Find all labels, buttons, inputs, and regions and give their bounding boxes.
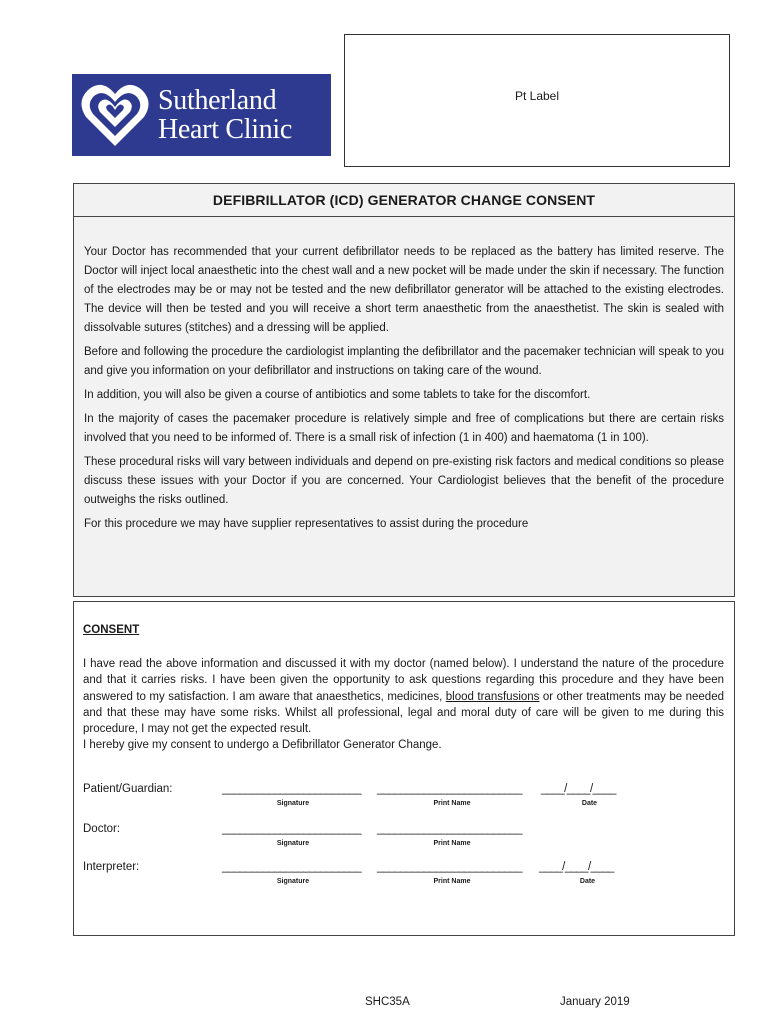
doctor-label: Doctor: — [83, 823, 121, 835]
doctor-signature-field[interactable]: ________________________ — [222, 823, 362, 835]
date-caption: Date — [581, 800, 598, 807]
interpreter-date-field[interactable]: ____/____/____ — [539, 861, 614, 873]
consent-text-underlined: blood transfusions — [445, 690, 540, 703]
clinic-name — [158, 86, 292, 144]
information-section — [73, 183, 735, 597]
signature-caption: Signature — [276, 878, 310, 885]
info-paragraph: In the majority of cases the pacemaker procedure is relatively simple and free of complications but there are certain risks involved that you need to be informed of. There is a small risk of infection (1 in 400) and haematoma (1 in 100). — [84, 413, 724, 444]
consent-text-part2: or other treatments may be needed and that these may have some risks. Whilst all professional, legal and moral duty of care will be given to me during this procedure, I may not get the expected result. — [83, 690, 724, 736]
info-paragraph: For this procedure we may have supplier representatives to assist during the procedure — [84, 518, 529, 530]
patient-signature-field[interactable]: ________________________ — [222, 783, 362, 795]
patient-date-field[interactable]: ____/____/____ — [541, 783, 616, 795]
consent-text-part1: I have read the above information and discussed it with my doctor (named below). I understand the nature of the procedure and that it carries risks. I have been given the opportunity to ask questions regarding this procedure and they have been answered to my satisfaction. I am aware that anaesthetics, medicines, — [83, 658, 724, 703]
clinic-name-line1: Sutherland — [158, 85, 277, 116]
date-caption: Date — [579, 878, 596, 885]
interpreter-name-field[interactable]: _________________________ — [377, 861, 522, 873]
form-date: January 2019 — [560, 996, 630, 1008]
heart-logo-icon — [78, 80, 152, 150]
clinic-name-line2: Heart Clinic — [158, 114, 293, 145]
interpreter-signature-row — [83, 861, 733, 891]
info-paragraph: These procedural risks will vary between individuals and depend on pre-existing risk factors and medical conditions so please discuss these issues with your Doctor if you are concerned. Your Cardiologist believes that the benefit of the procedure outweighs the risks outlined. — [84, 456, 724, 506]
doctor-signature-row — [83, 823, 733, 853]
doctor-name-field[interactable]: _________________________ — [377, 823, 522, 835]
form-code: SHC35A — [365, 996, 410, 1008]
patient-label-box — [344, 34, 730, 167]
patient-name-field[interactable]: _________________________ — [377, 783, 522, 795]
patient-label: Patient/Guardian: — [83, 783, 173, 795]
info-paragraph: Before and following the procedure the cardiologist implanting the defibrillator and the pacemaker technician will speak to you and give you information on your defibrillator and instructions on taking care of the wound. — [84, 346, 724, 377]
interpreter-label: Interpreter: — [83, 861, 140, 873]
consent-text-last: I hereby give my consent to undergo a Defibrillator Generator Change. — [83, 739, 442, 752]
information-body — [74, 217, 734, 534]
patient-signature-row — [83, 783, 733, 813]
clinic-logo — [72, 74, 331, 156]
interpreter-signature-field[interactable]: ________________________ — [222, 861, 362, 873]
signature-caption: Signature — [276, 800, 310, 807]
info-paragraph: Your Doctor has recommended that your current defibrillator needs to be replaced as the battery has limited reserve. The Doctor will inject local anaesthetic into the chest wall and a new pocket will be made under the skin if necessary. The function of the electrodes may be or may not be tested and the new defibrillator generator will be attached to the existing electrodes. The device will then be tested and you will receive a short term anaesthetic from the anaesthetist. The skin is sealed with dissolvable sutures (stitches) and a dressing will be applied. — [84, 246, 724, 334]
print-name-caption: Print Name — [433, 800, 471, 807]
print-name-caption: Print Name — [433, 878, 471, 885]
form-title: DEFIBRILLATOR (ICD) GENERATOR CHANGE CONSENT — [74, 184, 734, 217]
consent-statement — [83, 656, 724, 754]
signature-caption: Signature — [276, 840, 310, 847]
print-name-caption: Print Name — [433, 840, 471, 847]
consent-section — [73, 601, 735, 936]
info-paragraph: In addition, you will also be given a course of antibiotics and some tablets to take for the discomfort. — [84, 389, 591, 401]
consent-heading: CONSENT — [83, 624, 140, 636]
patient-label-text: Pt Label — [514, 89, 560, 103]
